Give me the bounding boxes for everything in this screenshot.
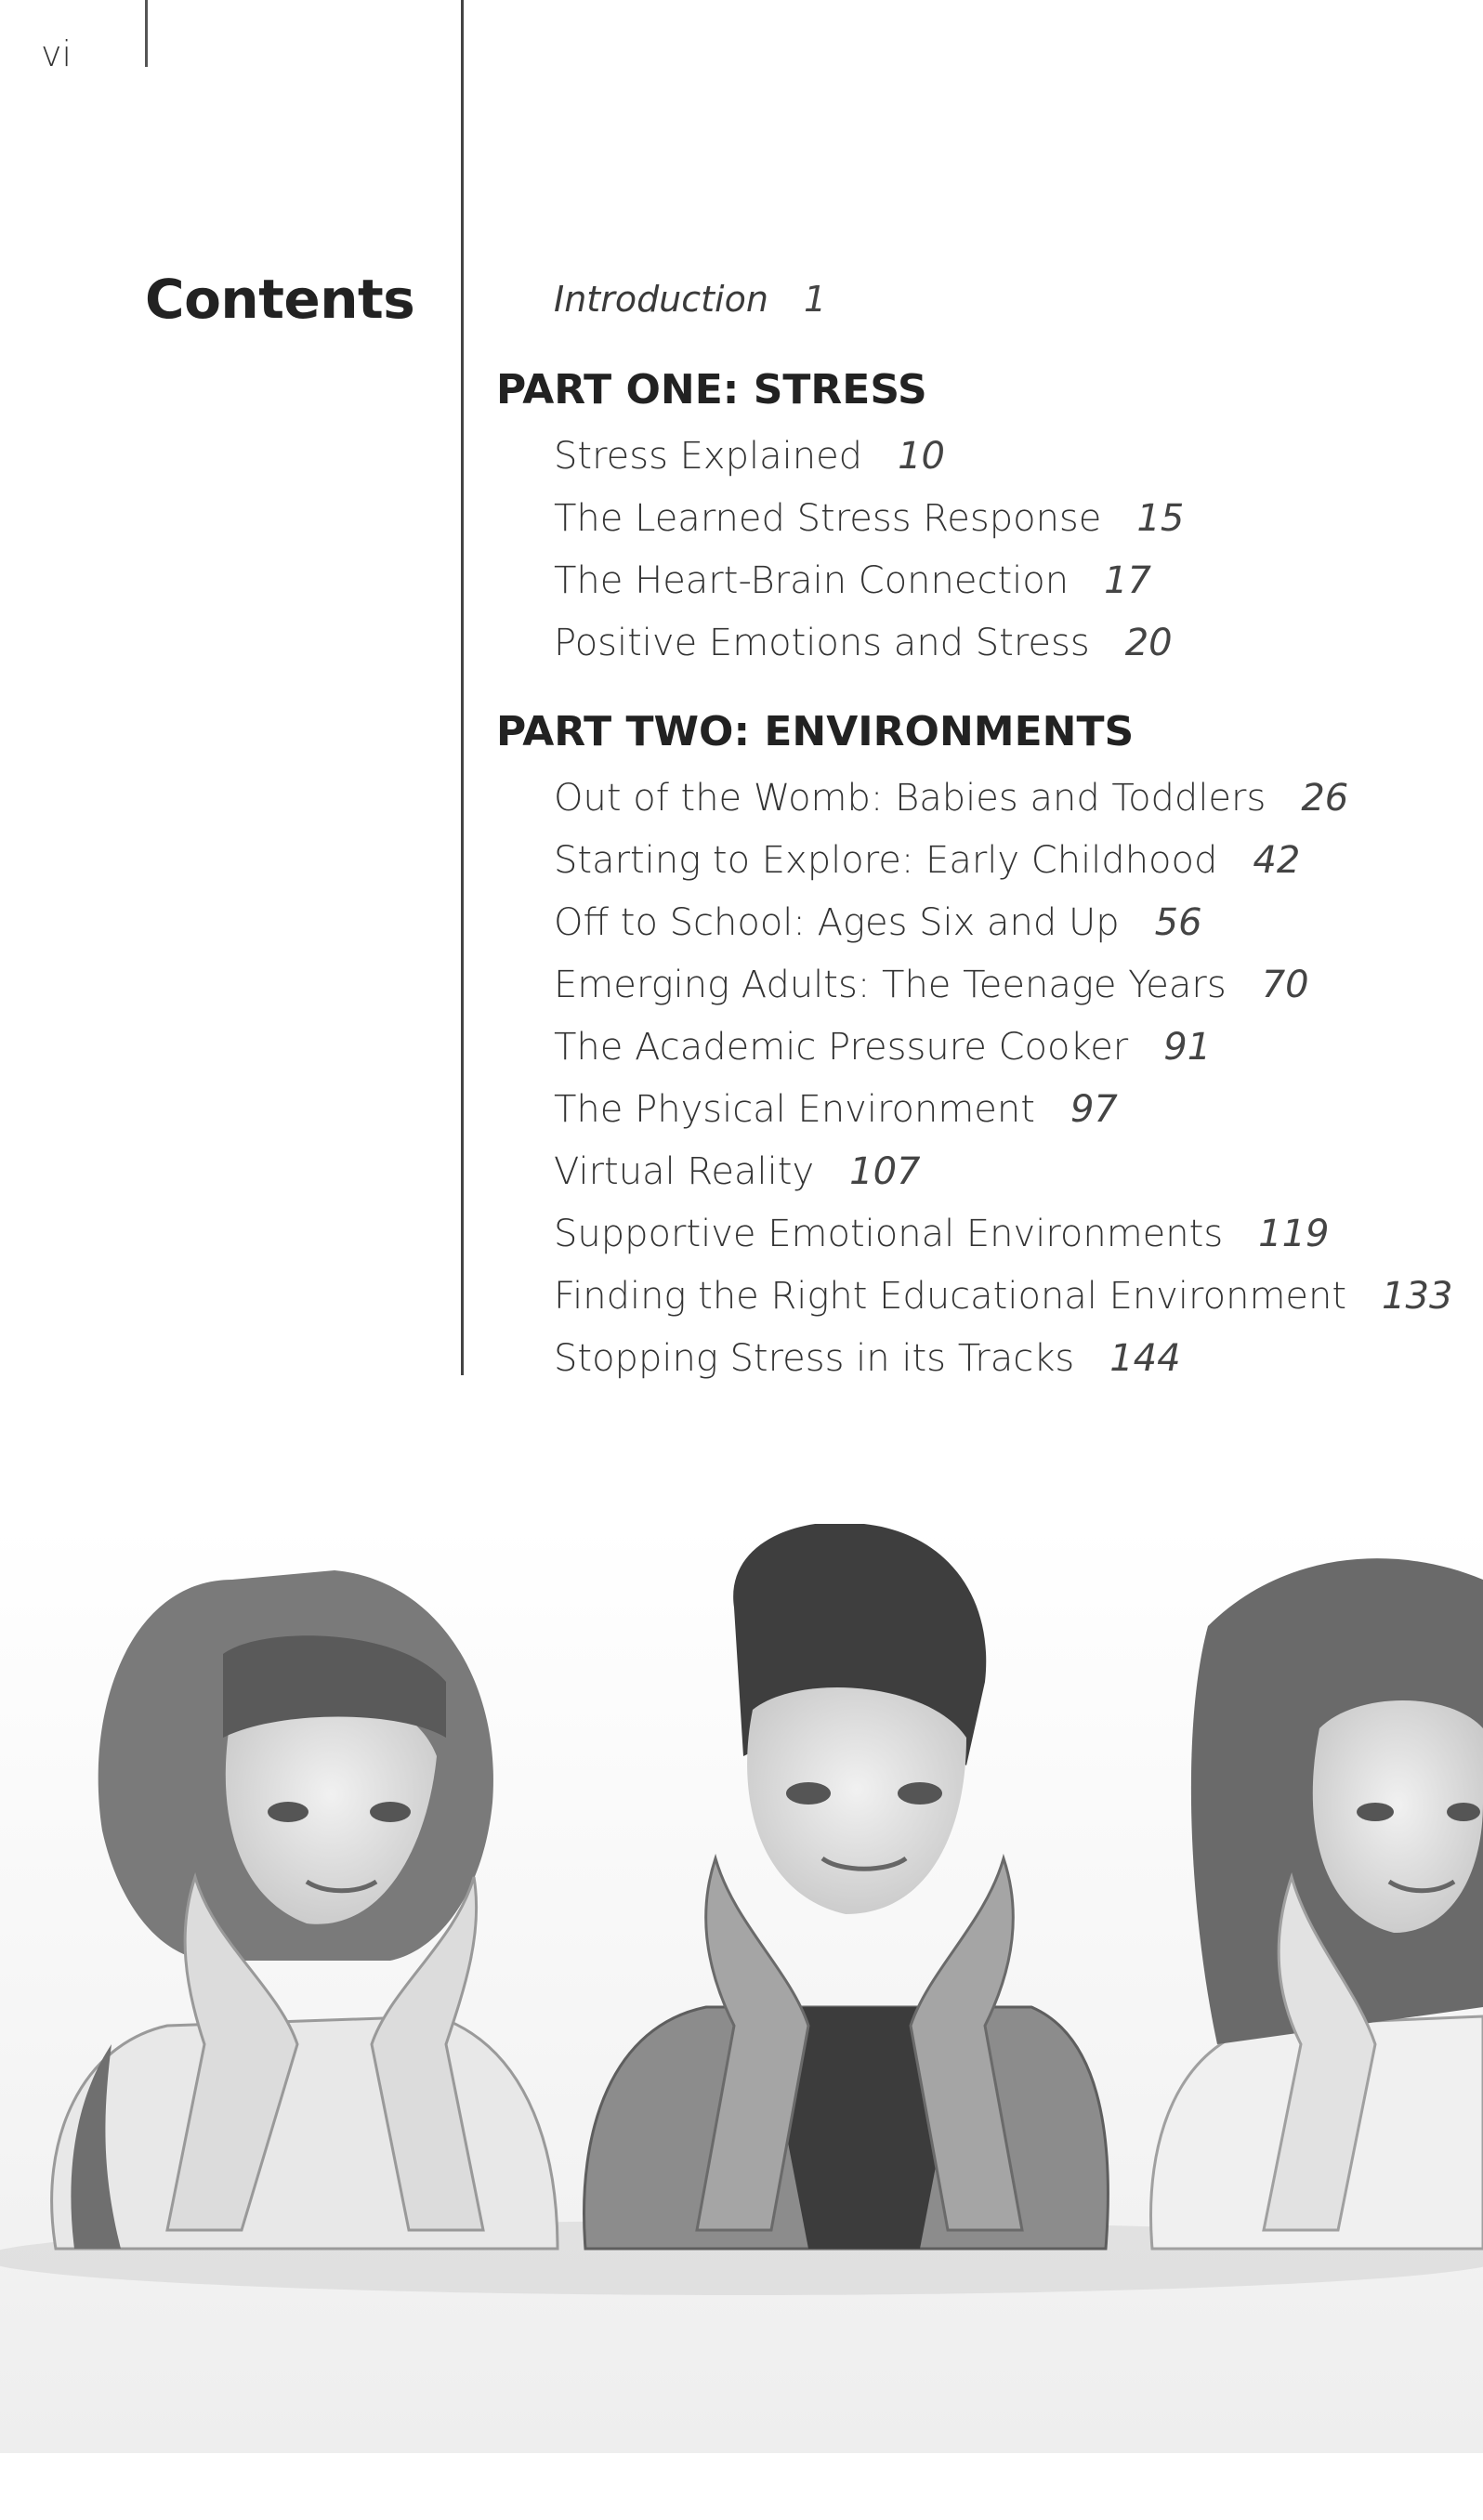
toc-entry-page: 144 — [1109, 1337, 1181, 1380]
toc-entry[interactable] — [554, 1026, 1211, 1069]
toc-entry-title: Stopping Stress in its Tracks — [554, 1337, 1075, 1380]
toc-entry-title: Virtual Reality — [554, 1150, 815, 1193]
toc-entry-page: 42 — [1253, 839, 1301, 882]
toc-entry[interactable] — [554, 435, 945, 478]
toc-entry[interactable] — [554, 1337, 1181, 1380]
toc-entry-page: 91 — [1163, 1026, 1212, 1069]
toc-entry[interactable] — [554, 1213, 1330, 1255]
top-tick-rule — [145, 0, 148, 67]
toc-entry-page: 107 — [849, 1150, 921, 1193]
toc-entry[interactable] — [554, 622, 1173, 664]
part-two-heading: PART TWO: ENVIRONMENTS — [496, 708, 1135, 755]
toc-entry[interactable] — [554, 777, 1348, 820]
toc-entry[interactable] — [554, 964, 1309, 1006]
toc-entry-page: 56 — [1154, 901, 1202, 944]
children-photo — [0, 1524, 1483, 2453]
toc-entry-title: Out of the Womb: Babies and Toddlers — [554, 777, 1266, 820]
toc-entry-page: 1 — [803, 279, 827, 320]
toc-entry-title: The Learned Stress Response — [554, 497, 1102, 540]
toc-entry-page: 97 — [1070, 1088, 1118, 1131]
toc-entry-title: Emerging Adults: The Teenage Years — [554, 964, 1227, 1006]
toc-entry-page: 20 — [1124, 622, 1173, 664]
child-right-figure — [1151, 1558, 1483, 2249]
toc-entry-title: The Physical Environment — [554, 1088, 1035, 1131]
toc-entry-title: Finding the Right Educational Environment — [554, 1275, 1347, 1318]
toc-entry-introduction[interactable] — [554, 279, 826, 320]
toc-entry-page: 15 — [1136, 497, 1185, 540]
toc-entry-page: 17 — [1104, 559, 1152, 602]
toc-entry-page: 26 — [1301, 777, 1349, 820]
toc-entry-page: 70 — [1261, 964, 1309, 1006]
page-number: vi — [41, 33, 72, 74]
toc-entry[interactable] — [554, 1088, 1118, 1131]
toc-entry-title: The Heart-Brain Connection — [554, 559, 1070, 602]
toc-entry-title: Introduction — [554, 279, 768, 320]
vertical-rule — [461, 0, 464, 1375]
toc-entry-page: 10 — [898, 435, 945, 478]
toc-entry-title: The Academic Pressure Cooker — [554, 1026, 1129, 1069]
toc-entry-title: Off to School: Ages Six and Up — [554, 901, 1120, 944]
toc-entry-page: 119 — [1258, 1213, 1330, 1255]
toc-entry-page: 133 — [1382, 1275, 1453, 1318]
contents-heading: Contents — [145, 268, 415, 331]
toc-entry[interactable] — [554, 559, 1151, 602]
toc-entry-title: Supportive Emotional Environments — [554, 1213, 1224, 1255]
toc-entry[interactable] — [554, 839, 1300, 882]
toc-entry[interactable] — [554, 497, 1184, 540]
toc-entry-title: Positive Emotions and Stress — [554, 622, 1090, 664]
toc-entry-title: Stress Explained — [554, 435, 863, 478]
part-one-heading: PART ONE: STRESS — [496, 366, 927, 413]
toc-entry[interactable] — [554, 1150, 920, 1193]
toc-entry[interactable] — [554, 1275, 1452, 1318]
toc-entry[interactable] — [554, 901, 1202, 944]
toc-entry-title: Starting to Explore: Early Childhood — [554, 839, 1218, 882]
